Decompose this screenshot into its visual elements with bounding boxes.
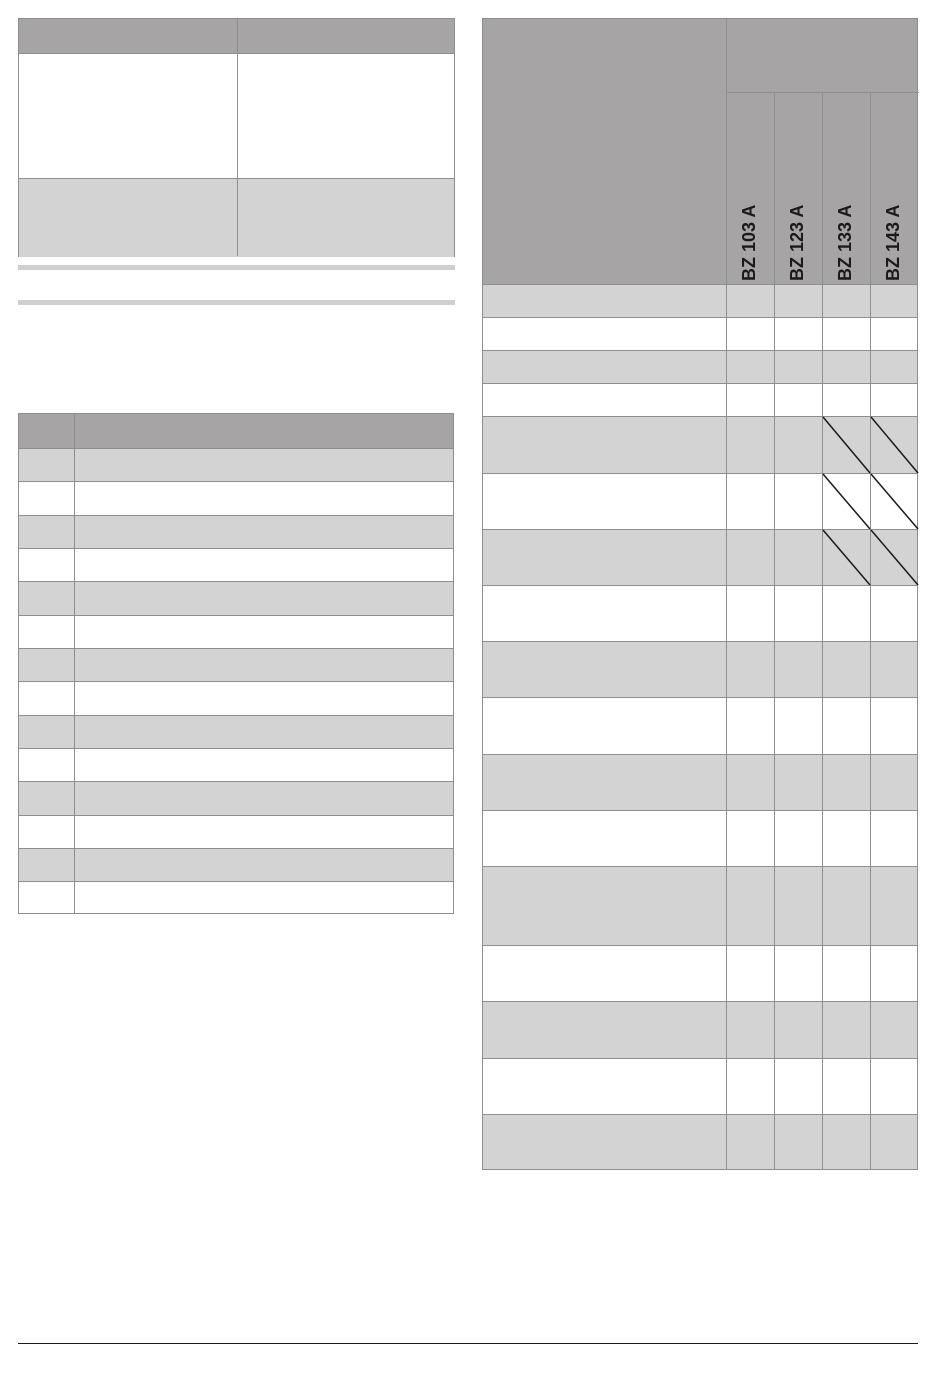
not-applicable-mark <box>823 530 870 585</box>
not-applicable-mark <box>823 417 870 473</box>
model-label: BZ 103 A <box>739 204 759 281</box>
not-applicable-mark <box>823 474 870 529</box>
not-applicable-mark <box>871 474 918 529</box>
table-row <box>19 815 453 848</box>
column-divider <box>237 19 238 256</box>
footer-rule <box>18 1343 918 1344</box>
model-label: BZ 133 A <box>835 204 855 281</box>
not-applicable-mark <box>871 417 918 473</box>
section-separator <box>18 265 455 270</box>
model-label: BZ 143 A <box>883 204 903 281</box>
table-row <box>19 681 453 715</box>
table-row <box>19 515 453 548</box>
table-row <box>19 448 453 481</box>
column-divider <box>74 414 75 913</box>
info-table <box>18 18 455 257</box>
model-label: BZ 123 A <box>787 204 807 281</box>
table-row <box>19 848 453 881</box>
list-table <box>18 413 454 914</box>
table-row <box>19 481 453 515</box>
table-row <box>19 781 453 815</box>
table-row <box>19 581 453 615</box>
table-row <box>19 648 453 681</box>
table-row <box>19 748 453 781</box>
table-row <box>19 615 453 648</box>
table-row <box>19 548 453 581</box>
list-table-header <box>19 414 453 448</box>
not-applicable-marks <box>483 19 919 1171</box>
section-separator <box>18 300 455 305</box>
table-row <box>19 881 453 913</box>
not-applicable-mark <box>871 530 918 585</box>
table-row <box>19 715 453 748</box>
model-matrix-table <box>482 18 918 1170</box>
